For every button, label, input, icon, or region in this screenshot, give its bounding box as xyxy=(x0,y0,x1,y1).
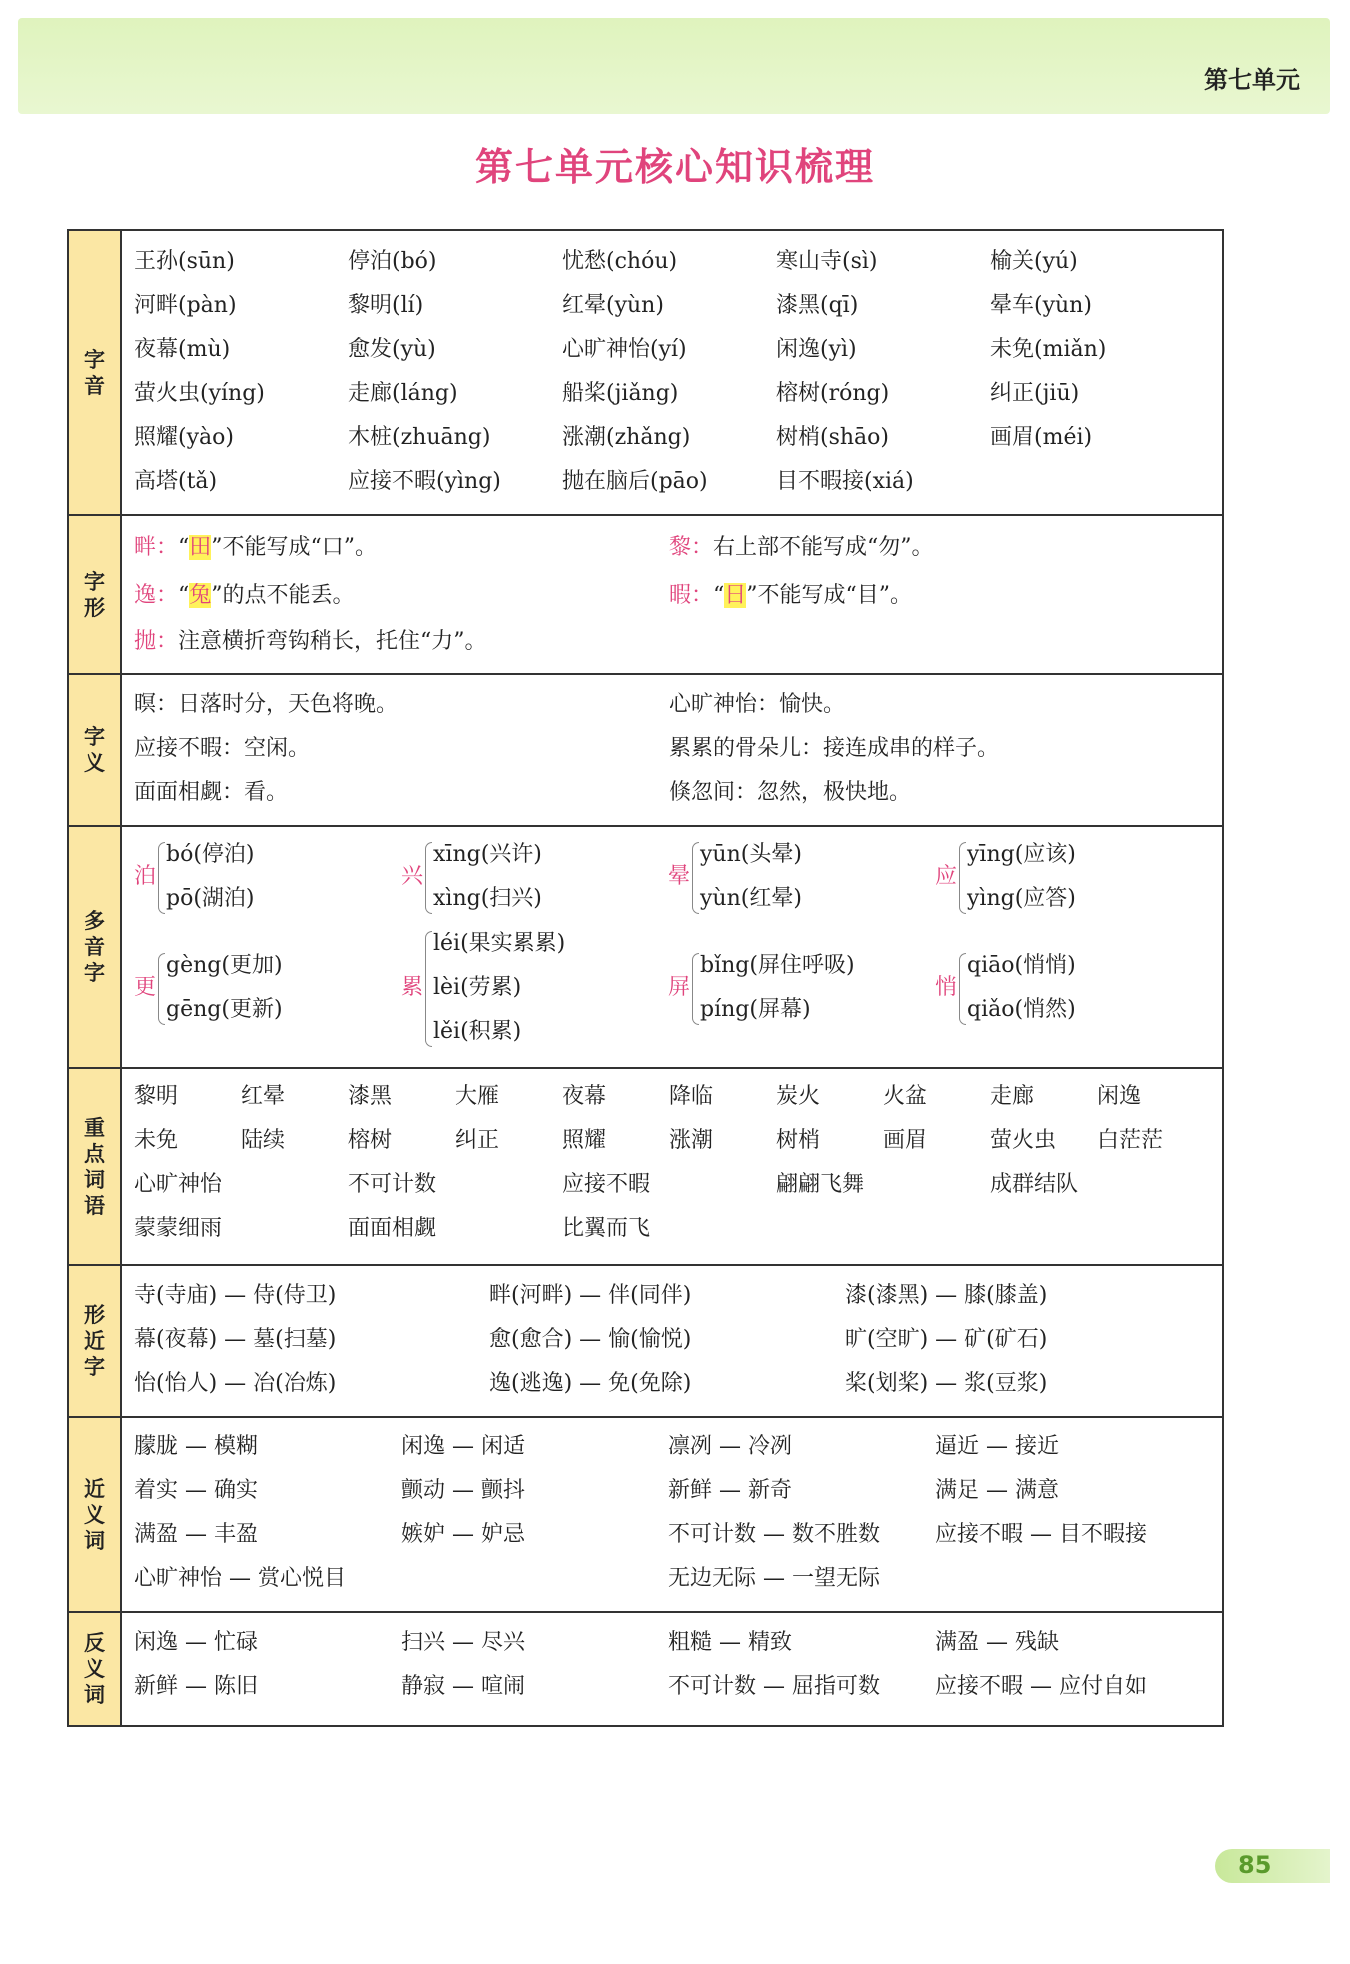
key-word: 陆续 xyxy=(241,1128,286,1153)
polyphone-char: 屏 xyxy=(668,975,691,1000)
ziyin-word: 画眉(méi) xyxy=(990,425,1093,450)
ziyin-word: 晕车(yùn) xyxy=(990,293,1092,318)
ziyin-word: 纠正(jiū) xyxy=(990,381,1080,406)
ziyin-word: 高塔(tǎ) xyxy=(134,469,218,494)
brace xyxy=(692,953,699,1025)
section-ci-yu xyxy=(69,1067,1222,1264)
similar-char-pair: 桨(划桨) — 浆(豆浆) xyxy=(845,1371,1048,1396)
unit-label: 第七单元 xyxy=(1204,66,1300,94)
polyphone-reading: xìng(扫兴) xyxy=(433,886,542,911)
key-word: 成群结队 xyxy=(990,1172,1079,1197)
similar-char-pair: 寺(寺庙) — 侍(侍卫) xyxy=(134,1283,337,1308)
antonym-pair: 静寂 — 喧闹 xyxy=(401,1674,525,1699)
ziyin-word: 目不暇接(xiá) xyxy=(776,469,914,494)
key-word: 降临 xyxy=(669,1084,714,1109)
polyphone-reading: xīng(兴许) xyxy=(433,842,542,867)
ziyin-word: 未免(miǎn) xyxy=(990,337,1107,362)
page-number-band xyxy=(1215,1849,1330,1883)
key-word: 黎明 xyxy=(134,1084,179,1109)
polyphone-reading: qiǎo(悄然) xyxy=(967,997,1076,1022)
ziyi-item: 心旷神怡：愉快。 xyxy=(669,692,846,717)
section-label: 形 近 字 xyxy=(69,1266,122,1416)
page-number: 85 xyxy=(1238,1851,1272,1879)
knowledge-table xyxy=(67,229,1224,1727)
key-word: 照耀 xyxy=(562,1128,607,1153)
polyphone-char: 累 xyxy=(401,975,424,1000)
polyphone-char: 泊 xyxy=(134,864,157,889)
section-label: 字 义 xyxy=(69,675,122,825)
synonym-pair: 无边无际 — 一望无际 xyxy=(668,1566,880,1591)
synonym-pair: 颤动 — 颤抖 xyxy=(401,1478,525,1503)
ziyin-word: 榕树(róng) xyxy=(776,381,890,406)
key-word: 夜幕 xyxy=(562,1084,607,1109)
section-label: 字 音 xyxy=(69,231,122,514)
zixing-item: 逸：“兔”的点不能丢。 xyxy=(134,583,355,608)
polyphone-char: 兴 xyxy=(401,864,424,889)
similar-char-pair: 畔(河畔) — 伴(同伴) xyxy=(489,1283,692,1308)
synonym-pair: 新鲜 — 新奇 xyxy=(668,1478,792,1503)
ziyin-word: 照耀(yào) xyxy=(134,425,234,450)
polyphone-char: 悄 xyxy=(935,975,958,1000)
key-word: 蒙蒙细雨 xyxy=(134,1216,223,1241)
key-word: 比翼而飞 xyxy=(562,1216,651,1241)
key-word: 画眉 xyxy=(883,1128,928,1153)
synonym-pair: 满盈 — 丰盈 xyxy=(134,1522,258,1547)
ziyin-word: 涨潮(zhǎng) xyxy=(562,425,691,450)
antonym-pair: 扫兴 — 尽兴 xyxy=(401,1630,525,1655)
key-word: 红晕 xyxy=(241,1084,286,1109)
key-word: 树梢 xyxy=(776,1128,821,1153)
ziyi-item: 倏忽间：忽然，极快地。 xyxy=(669,780,912,805)
section-label: 近 义 词 xyxy=(69,1418,122,1611)
key-word: 大雁 xyxy=(455,1084,500,1109)
ziyin-word: 闲逸(yì) xyxy=(776,337,857,362)
polyphone-reading: gēng(更新) xyxy=(166,997,283,1022)
section-zi-yi xyxy=(69,673,1222,825)
ziyi-item: 暝：日落时分，天色将晚。 xyxy=(134,692,399,717)
zixing-item: 畔：“田”不能写成“口”。 xyxy=(134,535,378,560)
ziyin-word: 夜幕(mù) xyxy=(134,337,231,362)
section-label: 多 音 字 xyxy=(69,827,122,1067)
key-word: 萤火虫 xyxy=(990,1128,1057,1153)
key-word: 白茫茫 xyxy=(1097,1128,1164,1153)
section-label: 字 形 xyxy=(69,516,122,673)
brace xyxy=(959,953,966,1025)
antonym-pair: 粗糙 — 精致 xyxy=(668,1630,792,1655)
polyphone-reading: léi(果实累累) xyxy=(433,931,566,956)
section-label: 反 义 词 xyxy=(69,1613,122,1725)
key-word: 纠正 xyxy=(455,1128,500,1153)
synonym-pair: 不可计数 — 数不胜数 xyxy=(668,1522,880,1547)
ziyin-word: 萤火虫(yíng) xyxy=(134,381,265,406)
ziyi-item: 累累的骨朵儿：接连成串的样子。 xyxy=(669,736,1000,761)
ziyi-item: 应接不暇：空闲。 xyxy=(134,736,311,761)
header-band xyxy=(18,18,1330,114)
section-zi-yin xyxy=(69,231,1222,514)
synonym-pair: 朦胧 — 模糊 xyxy=(134,1434,258,1459)
ziyin-word: 应接不暇(yìng) xyxy=(348,469,501,494)
polyphone-reading: qiāo(悄悄) xyxy=(967,953,1076,978)
key-word: 榕树 xyxy=(348,1128,393,1153)
ziyi-item: 面面相觑：看。 xyxy=(134,780,289,805)
section-label: 重 点 词 语 xyxy=(69,1069,122,1264)
ziyin-word: 黎明(lí) xyxy=(348,293,424,318)
key-word: 心旷神怡 xyxy=(134,1172,223,1197)
section-fan-yi xyxy=(69,1611,1222,1725)
section-duo-yin xyxy=(69,825,1222,1067)
synonym-pair: 嫉妒 — 妒忌 xyxy=(401,1522,525,1547)
brace xyxy=(425,931,432,1047)
polyphone-reading: lěi(积累) xyxy=(433,1019,522,1044)
key-word: 漆黑 xyxy=(348,1084,393,1109)
ziyin-word: 寒山寺(sì) xyxy=(776,249,878,274)
polyphone-reading: yùn(红晕) xyxy=(700,886,802,911)
polyphone-reading: gèng(更加) xyxy=(166,953,283,978)
ziyin-word: 走廊(láng) xyxy=(348,381,458,406)
polyphone-reading: yīng(应该) xyxy=(967,842,1076,867)
ziyin-word: 河畔(pàn) xyxy=(134,293,237,318)
key-word: 走廊 xyxy=(990,1084,1035,1109)
similar-char-pair: 怡(怡人) — 冶(冶炼) xyxy=(134,1371,337,1396)
antonym-pair: 闲逸 — 忙碌 xyxy=(134,1630,258,1655)
antonym-pair: 满盈 — 残缺 xyxy=(935,1630,1059,1655)
polyphone-reading: lèi(劳累) xyxy=(433,975,522,1000)
key-word: 闲逸 xyxy=(1097,1084,1142,1109)
zixing-item: 抛：注意横折弯钩稍长，托住“力”。 xyxy=(134,629,487,654)
section-jin-yi xyxy=(69,1416,1222,1611)
ziyin-word: 抛在脑后(pāo) xyxy=(562,469,708,494)
ziyin-word: 树梢(shāo) xyxy=(776,425,889,450)
section-xing-jin xyxy=(69,1264,1222,1416)
key-word: 面面相觑 xyxy=(348,1216,437,1241)
ziyin-word: 漆黑(qī) xyxy=(776,293,859,318)
similar-char-pair: 漆(漆黑) — 膝(膝盖) xyxy=(845,1283,1048,1308)
antonym-pair: 新鲜 — 陈旧 xyxy=(134,1674,258,1699)
antonym-pair: 应接不暇 — 应付自如 xyxy=(935,1674,1147,1699)
polyphone-char: 应 xyxy=(935,864,958,889)
ziyin-word: 榆关(yú) xyxy=(990,249,1078,274)
zixing-item: 黎：右上部不能写成“勿”。 xyxy=(669,535,934,560)
synonym-pair: 心旷神怡 — 赏心悦目 xyxy=(134,1566,346,1591)
key-word: 不可计数 xyxy=(348,1172,437,1197)
polyphone-reading: pō(湖泊) xyxy=(166,886,255,911)
key-word: 应接不暇 xyxy=(562,1172,651,1197)
synonym-pair: 闲逸 — 闲适 xyxy=(401,1434,525,1459)
synonym-pair: 着实 — 确实 xyxy=(134,1478,258,1503)
ziyin-word: 愈发(yù) xyxy=(348,337,436,362)
key-word: 涨潮 xyxy=(669,1128,714,1153)
brace xyxy=(158,953,165,1025)
ziyin-word: 王孙(sūn) xyxy=(134,249,235,274)
polyphone-reading: bǐng(屏住呼吸) xyxy=(700,953,855,978)
synonym-pair: 满足 — 满意 xyxy=(935,1478,1059,1503)
similar-char-pair: 逸(逃逸) — 免(免除) xyxy=(489,1371,692,1396)
ziyin-word: 木桩(zhuāng) xyxy=(348,425,491,450)
section-zi-xing xyxy=(69,514,1222,673)
key-word: 翩翩飞舞 xyxy=(776,1172,865,1197)
ziyin-word: 忧愁(chóu) xyxy=(562,249,678,274)
brace xyxy=(158,842,165,914)
key-word: 未免 xyxy=(134,1128,179,1153)
similar-char-pair: 旷(空旷) — 矿(矿石) xyxy=(845,1327,1048,1352)
zixing-item: 暇：“日”不能写成“目”。 xyxy=(669,583,913,608)
polyphone-reading: bó(停泊) xyxy=(166,842,255,867)
polyphone-reading: yìng(应答) xyxy=(967,886,1076,911)
synonym-pair: 逼近 — 接近 xyxy=(935,1434,1059,1459)
ziyin-word: 红晕(yùn) xyxy=(562,293,664,318)
synonym-pair: 应接不暇 — 目不暇接 xyxy=(935,1522,1147,1547)
polyphone-reading: yūn(头晕) xyxy=(700,842,802,867)
synonym-pair: 凛冽 — 冷冽 xyxy=(668,1434,792,1459)
ziyin-word: 停泊(bó) xyxy=(348,249,437,274)
brace xyxy=(959,842,966,914)
similar-char-pair: 幕(夜幕) — 墓(扫墓) xyxy=(134,1327,337,1352)
ziyin-word: 船桨(jiǎng) xyxy=(562,381,679,406)
similar-char-pair: 愈(愈合) — 愉(愉悦) xyxy=(489,1327,692,1352)
ziyin-word: 心旷神怡(yí) xyxy=(562,337,687,362)
polyphone-char: 晕 xyxy=(668,864,691,889)
brace xyxy=(425,842,432,914)
key-word: 炭火 xyxy=(776,1084,821,1109)
polyphone-char: 更 xyxy=(134,975,157,1000)
brace xyxy=(692,842,699,914)
key-word: 火盆 xyxy=(883,1084,928,1109)
antonym-pair: 不可计数 — 屈指可数 xyxy=(668,1674,880,1699)
polyphone-reading: píng(屏幕) xyxy=(700,997,811,1022)
page-title: 第七单元核心知识梳理 xyxy=(474,145,875,189)
